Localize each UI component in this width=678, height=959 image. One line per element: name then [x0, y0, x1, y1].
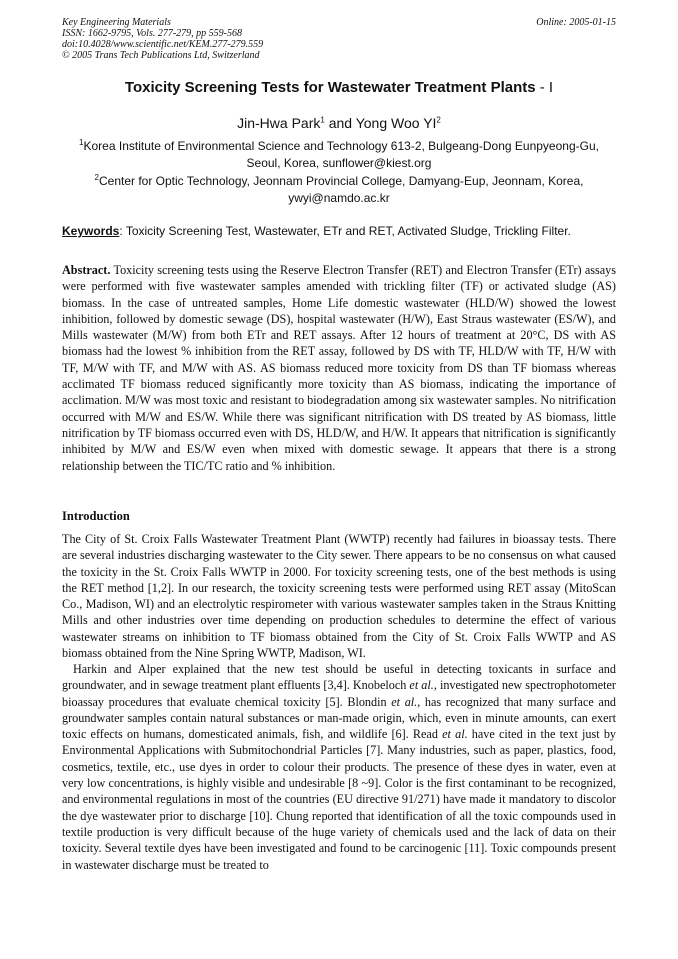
- author-2-sup: 2: [436, 115, 441, 125]
- p2-text-c: , has recognized that many surface and groundwater samples contain natural substances or man-made origin, which, even in minute amounts, can exert toxic effects on humans, domesticated animals, fish, and wildlife [6]. Read: [62, 694, 617, 742]
- affiliation-1-text: Korea Institute of Environmental Science and Technology 613-2, Bulgeang-Dong Eunpyeong-Gu, Seoul, Korea, sunflower@kiest.org: [83, 139, 599, 170]
- issn-line: ISSN: 1662-9795, Vols. 277-279, pp 559-568: [62, 28, 242, 39]
- author-connector: and: [324, 115, 356, 131]
- affiliation-1: [62, 138, 616, 172]
- p2-etal-1: et al.: [409, 678, 434, 693]
- p2-etal-2: et al.: [391, 694, 418, 709]
- keywords-colon: :: [119, 224, 126, 238]
- paper-title: [0, 79, 678, 97]
- author-1: Jin-Hwa Park: [237, 115, 321, 131]
- affiliation-1-sup: 1: [79, 138, 84, 147]
- author-line: [0, 114, 678, 132]
- abstract-text: Toxicity screening tests using the Reserve Electron Transfer (RET) and Electron Transfer (ETr) assays were performed with five wastewater samples amended with trickling filter (TF) or activated sludge (AS) biomass. In the case of untreated samples, Home Life domestic wastewater (HLD/W) showed the lowest inhibition, followed by domestic sewage (DS), hospital wastewater (H/W), East Straus wastewater (ES/W), and Mills wastewater (M/W) from both ETr and RET assays. After 12 hours of treatment at 20°C, DS with AS biomass had the lowest % inhibition from the RET assay, followed by DS with TF, HLD/W with TF, H/W with TF, M/W with TF, and M/W with AS. AS biomass reduced more toxicity from DS than TF biomass whereas acclimated TF biomass reduced significantly more toxicity than AS biomass, indicating the importance of acclimation. M/W was most toxic and resistant to biodegradation among six wastewater samples. No nitrification occurred with M/W and ES/W. While there was significant nitrification with DS treated by AS biomass, little nitrification by TF biomass occurred even with DS, HLD/W, and H/W. It appears that nitrification is significantly inhibited by M/W and ES/W even when mixed with domestic sewage. It appears that there is a strong relationship between the TIC/TC ratio and % inhibition.: [62, 263, 616, 473]
- abstract-label: Abstract.: [62, 263, 111, 277]
- journal-name: Key Engineering Materials: [62, 17, 171, 28]
- abstract: [62, 262, 616, 474]
- author-2: Yong Woo YI: [355, 115, 437, 131]
- journal-header: [62, 17, 616, 61]
- title-main: Toxicity Screening Tests for Wastewater Treatment Plants: [124, 79, 536, 96]
- affiliation-2: [62, 173, 616, 207]
- keywords: [62, 223, 616, 239]
- copyright-line: © 2005 Trans Tech Publications Ltd, Switzerland: [62, 50, 260, 61]
- introduction-heading: Introduction: [62, 509, 130, 523]
- affiliation-2-sup: 2: [94, 173, 99, 182]
- intro-paragraph-2: [62, 661, 616, 873]
- p2-etal-3: et al.: [442, 727, 468, 742]
- p2-text-d: have cited in the text just by Environmental Applications with Submitochondrial Particles [7]. Many industries, such as paper, plastics, food, cosmetics, textile, etc., use dyes in order to colour their products. The presence of these dyes in water, even at very low concentrations, is highly visible and undesirable [8 ~9]. Color is the first contaminant to be recognized, and environmental regulations in most of the countries (EU directive 91/271) have made it mandatory to discolor the dye wastewater prior to discharge [10]. Chung reported that identification of all the toxic compounds used in textile production is very difficult because of the huge variety of chemicals used and the lack of data on their toxicity. Several textile dyes have been investigated and found to be carcinogenic [11]. Toxic compounds present in wastewater discharge must be treated to: [62, 727, 617, 872]
- online-date: Online: 2005-01-15: [536, 17, 616, 28]
- keywords-label: Keywords: [62, 224, 120, 238]
- title-part: - I: [535, 79, 554, 96]
- p2-text-b: , investigated new spectrophotometer bioassay procedures that evaluate chemical toxicity [5]. Blondin: [62, 678, 616, 709]
- doi-line: doi:10.4028/www.scientific.net/KEM.277-279.559: [62, 39, 264, 50]
- intro-paragraph-1: The City of St. Croix Falls Wastewater Treatment Plant (WWTP) recently had failures in bioassay tests. There are several industries discharging wastewater to the City sewer. There appears to be no consensus on what caused the toxicity in the St. Croix Falls WWTP in 2000. For toxicity screening tests, one of the best methods is using the RET method [1,2]. In our research, the toxicity screening tests were performed using RET assay (MitoScan Co., Madison, WI) and an electrolytic respirometer with various wastewater samples taken in the Straus Knitting Mills and other industries over time depending on production schedules to determine the effect of various wastewater streams on inhibition to TF biomass obtained from the City of St. Croix Falls WWTP and AS biomass obtained from the Nine Spring WWTP, Madison, WI.: [62, 532, 616, 661]
- author-1-sup: 1: [320, 115, 325, 125]
- keywords-text: Toxicity Screening Test, Wastewater, ETr and RET, Activated Sludge, Trickling Filter.: [125, 224, 571, 238]
- affiliation-2-text: Center for Optic Technology, Jeonnam Provincial College, Damyang-Eup, Jeonnam, Korea, ywyi@namdo.ac.kr: [98, 174, 584, 205]
- p2-text-a: Harkin and Alper explained that the new test should be useful in detecting toxicants in surface and groundwater, and in sewage treatment plant effluents [3,4]. Knobeloch: [62, 662, 616, 693]
